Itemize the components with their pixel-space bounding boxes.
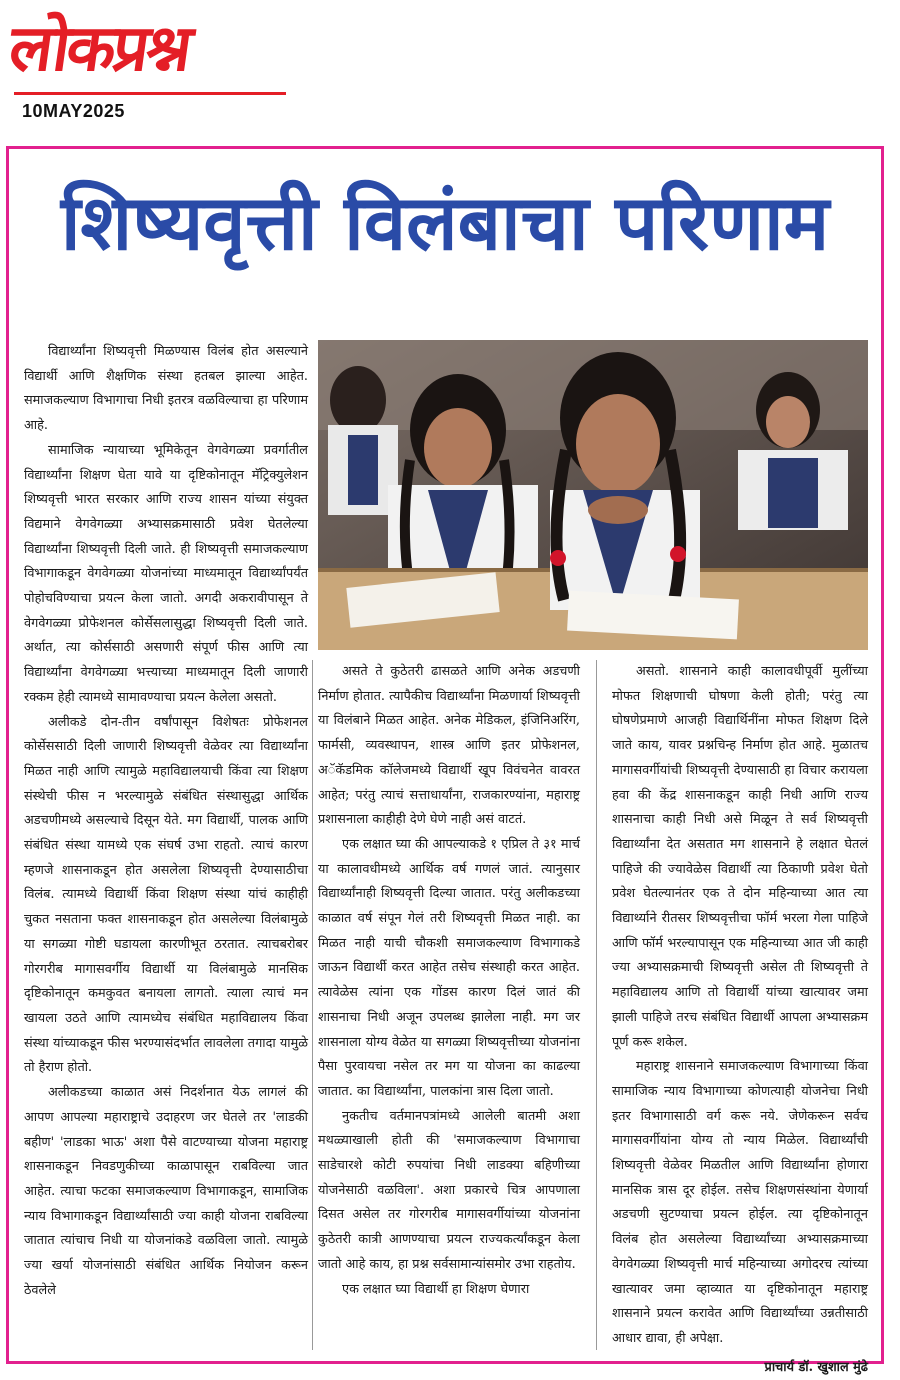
article-paragraph: अलीकडे दोन-तीन वर्षांपासून विशेषतः प्रोफेशनल कोर्सेससाठी दिली जाणारी शिष्यवृत्ती वेळेवर त्या विद्यार्थ्यांना मिळत नाही आणि त्यामुळे महाविद्यालयाची किंवा त्या शिक्षण संस्थेची फीस न भरल्यामुळे संबंधित संस्थासुद्धा आर्थिक अडचणीमध्ये असल्याचे दिसून येते. मग विद्यार्थी, पालक आणि संबंधित संस्था यामध्ये एक संघर्ष उभा राहतो. त्याचं कारण म्हणजे शासनाकडून होत असलेला शिष्यवृत्ती देण्यासाठीचा विलंब. त्यामध्ये विद्यार्थी किंवा शिक्षण संस्था यांचं काहीही चुकत नसताना फक्त शासनाकडून होत असलेल्या विलंबामुळे या सगळ्या गोष्टी घडायला कारणीभूत ठरतात. त्याचबरोबर गोरगरीब मागासवर्गीय विद्यार्थी या विलंबामुळे मानसिक दृष्टिकोनातून कमकुवत बनायला लागतो. त्याला त्याचं मन खायला उठते आणि त्यामध्येच संबंधित महाविद्यालय किंवा संस्था यांच्याकडून फीस भरण्यासंदर्भात लावलेला तगादा यामुळे तो हैराण होतो. [24,714,308,1076]
masthead [4,8,310,108]
article-paragraph: असतो. शासनाने काही कालावधीपूर्वी मुलींच्या मोफत शिक्षणाची घोषणा केली होती; परंतु त्या घोषणेप्रमाणे आजही विद्यार्थिनींना मोफत शिक्षण दिले जाते काय, यावर प्रश्नचिन्ह निर्माण होत आहे. मुळातच मागासवर्गीयांची शिष्यवृत्ती देण्यासाठी हा विचार करायला हवा की केंद्र शासनाकडून काही निधी आणि राज्य शासनाचा काही निधी असे मिळून ते सर्व शिष्यवृत्ती विद्यार्थ्यांना देत असतात मग शासनाने हे लक्षात घेतलं पाहिजे की ज्यावेळेस विद्यार्थी त्या ठिकाणी प्रवेश घेतो प्रवेश घेतल्यानंतर एक ते दोन महिन्याच्या आत त्या विद्यार्थ्याने रीतसर शिष्यवृत्तीचा फॉर्म भरला गेला पाहिजे आणि फॉर्म भरल्यापासून एक महिन्याच्या आत जी काही ज्या अभ्यासक्रमाची शिष्यवृत्ती असेल ती शिष्यवृत्ती ते महाविद्यालय आणि तो विद्यार्थी यांच्या खात्यावर जमा झाली पाहिजे तरच संबंधित विद्यार्थी आपला अभ्यासक्रम पूर्ण करू शकेल. [612,664,868,1050]
article-paragraph: एक लक्षात घ्या विद्यार्थी हा शिक्षण घेणारा [342,1281,530,1297]
article-column-3 [612,660,868,1375]
article-paragraph: अलीकडच्या काळात असं निदर्शनात येऊ लागलं की आपण आपल्या महाराष्ट्राचे उदाहरण जर घेतले तर 'लाडकी बहीण' 'लाडका भाऊ' अशा पैसे वाटण्याच्या योजना महाराष्ट्र शासनाकडून निवडणुकीच्या काळापासून राबविल्या जात आहेत. त्याचा फटका समाजकल्याण विभागाकडून, सामाजिक न्याय विभागाकडून विद्यार्थ्यांसाठी ज्या काही योजना राबविल्या जातात त्यांचाच निधी या योजनांकडे वळविला जातो. त्यामुळे ज्या खर्या योजनांसाठी संबंधित आर्थिक नियोजन करून ठेवलेले [24,1085,308,1298]
article-column-1 [24,340,308,1360]
article-paragraph: एक लक्षात घ्या की आपल्याकडे १ एप्रिल ते ३१ मार्च या कालावधीमध्ये आर्थिक वर्ष गणलं जातं. त्यानुसार विद्यार्थ्यांनाही शिष्यवृत्ती दिल्या जातात. परंतु अलीकडच्या काळात वर्ष संपून गेलं तरी शिष्यवृत्ती मिळत नाही. का मिळत नाही याची चौकशी समाजकल्याण विभागाकडे जाऊन विद्यार्थी करत आहेत तसेच संस्थाही करत आहेत. त्यावेळेस त्यांना एक गोंडस कारण दिलं जातं की शासनाचा निधी अजून उपलब्ध झालेला नाही. मग जर शासनाला योग्य वेळेत या सगळ्या शिष्यवृत्तीच्या योजनांना पैसा पुरवायचा नसेल तर मग या योजना का काढल्या जातात. का विद्यार्थ्यांना, पालकांना त्रास दिला जातो. [318,836,580,1099]
masthead-underline [14,92,286,95]
article-paragraph: विद्यार्थ्यांना शिष्यवृत्ती मिळण्यास विलंब होत असल्याने विद्यार्थी आणि शैक्षणिक संस्था हतबल झाल्या आहेत. समाजकल्याण विभागाचा निधी इतरत्र वळविल्याचा हा परिणाम आहे. [24,344,308,434]
column-divider [312,660,313,1350]
article-column-2 [318,660,580,1360]
students-exam-photo [318,340,868,650]
students-exam-photo-icon [318,340,868,650]
article-paragraph: सामाजिक न्यायाच्या भूमिकेतून वेगवेगळ्या प्रवर्गातील विद्यार्थ्यांना शिक्षण घेता यावे या दृष्टिकोनातून मॅट्रिक्युलेशन शिष्यवृत्ती भारत सरकार आणि राज्य शासन यांच्या संयुक्त विद्यमाने वेगवेगळ्या अभ्यासक्रमासाठी प्रवेश घेतलेल्या विद्यार्थ्यांना शिष्यवृत्ती दिली जाते. ही शिष्यवृत्ती समाजकल्याण विभागाकडून वेगवेगळ्या योजनांच्या माध्यमातून विद्यार्थ्यांपर्यंत पोहोचविण्याचा प्रयत्न केला जातो. अगदी अकरावीपासून ते वेगवेगळ्या प्रोफेशनल कोर्सेसलासुद्धा शिष्यवृत्ती दिली जाते. अर्थात, त्या कोर्ससाठी असणारी संपूर्ण फीस आणि त्या विद्यार्थ्यांना वेगवेगळ्या भत्त्याच्या माध्यमातून दिली जाणारी रक्कम हेही त्यामध्ये सामावण्याचा प्रयत्न केलेला असतो. [24,442,308,705]
masthead-logo: लोकप्रश्न [4,12,194,86]
publication-date: 10MAY2025 [22,101,125,121]
article-headline: शिष्यवृत्ती विलंबाचा परिणाम [60,178,830,267]
article-paragraph: महाराष्ट्र शासनाने समाजकल्याण विभागाच्या किंवा सामाजिक न्याय विभागाच्या कोणत्याही योजनेचा निधी इतर विभागासाठी वर्ग करू नये. जेणेकरून सर्वच मागासवर्गीयांना योग्य तो न्याय मिळेल. विद्यार्थ्यांची शिष्यवृत्ती वेळेवर मिळतील आणि विद्यार्थ्यांना होणारा मानसिक त्रास दूर होईल. तसेच शिक्षणसंस्थांना येणार्या अडचणी सुटण्याचा प्रयत्न होईल. त्या दृष्टिकोनातून विलंब होत असलेल्या विद्यार्थ्यांच्या अभ्यासक्रमाच्या वेगवेगळ्या शिष्यवृत्ती मार्च महिन्याच्या अगोदरच त्यांच्या खात्यावर जमा व्हाव्यात या दृष्टिकोनातून महाराष्ट्र शासनाने प्रयत्न करावेत आणि विद्यार्थ्यांच्या उन्नतीसाठी आधार द्यावा, ही अपेक्षा. [612,1059,868,1346]
column-divider [596,660,597,1350]
article-byline: प्राचार्य डॉ. खुशाल मुंढे [764,1359,868,1375]
article-paragraph: असते ते कुठेतरी ढासळते आणि अनेक अडचणी निर्माण होतात. त्यापैकीच विद्यार्थ्यांना मिळणार्या शिष्यवृत्ती या विलंबाने मिळत आहेत. अनेक मेडिकल, इंजिनिअरिंग, फार्मसी, व्यवस्थापन, शास्त्र आणि इतर प्रोफेशनल, अॅकॅडमिक कॉलेजमध्ये विद्यार्थी खूप विवंचनेत वावरत आहेत; परंतु त्याचं सत्ताधार्यांना, राजकारण्यांना, महाराष्ट्र प्रशासनाला काहीही देणे घेणे नाही असं वाटतं. [318,664,580,828]
article-paragraph: नुकतीच वर्तमानपत्रांमध्ये आलेली बातमी अशा मथळ्याखाली होती की 'समाजकल्याण विभागाचा साडेचारशे कोटी रुपयांचा निधी लाडक्या बहिणीच्या योजनेसाठी वळविला'. अशा प्रकारचे चित्र आपणाला दिसत असेल तर गोरगरीब मागासवर्गीयांच्या योजनांना कुठेतरी कात्री आणण्याचा प्रयत्न राज्यकर्त्यांकडून केला जातो आहे काय, हा प्रश्न सर्वसामान्यांसमोर उभा राहतोय. [318,1108,580,1272]
